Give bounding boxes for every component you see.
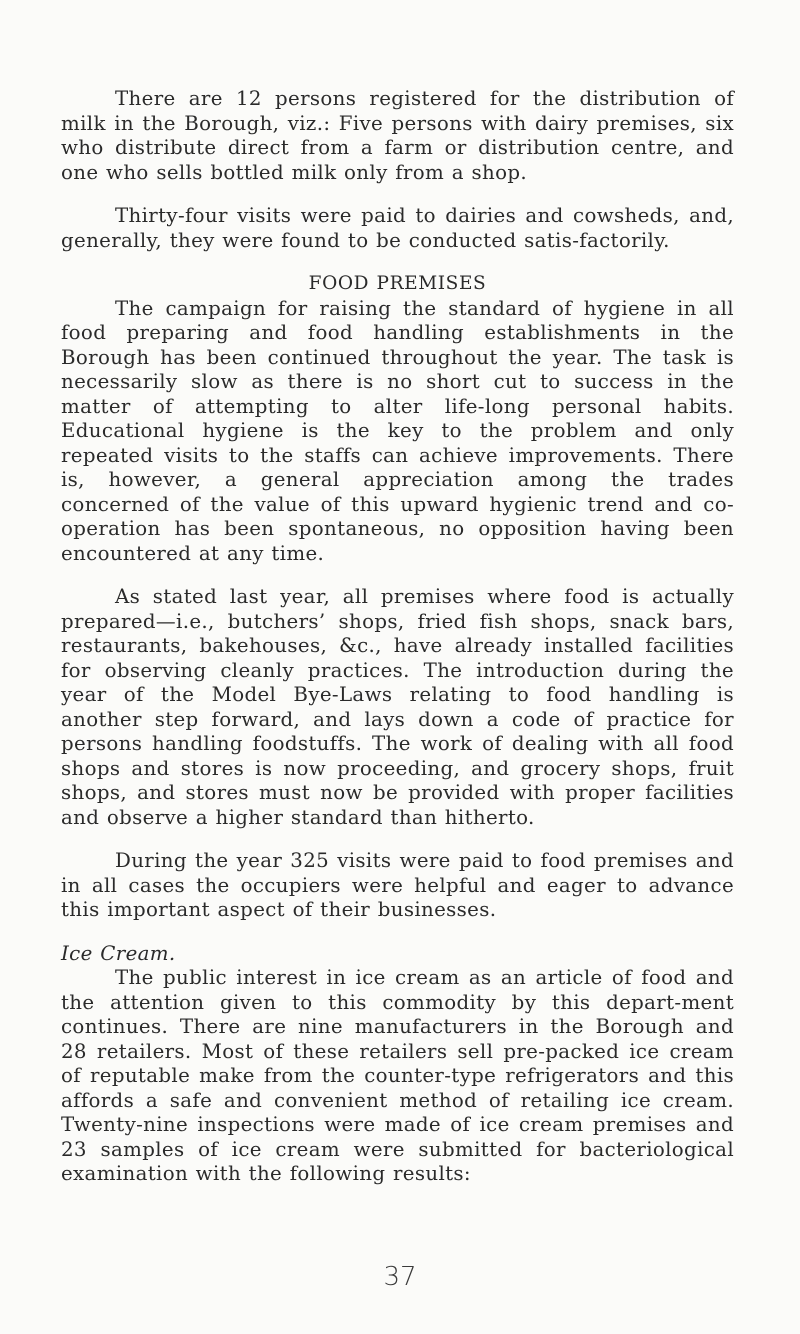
paragraph-ice-cream: The public interest in ice cream as an article of food and the attention given to this commodity by this depart-ment continues. There are nine manufacturers in the Borough and 28 retailers. Most of these retailers sell pre-packed ice cream of reputable make from the counter-type refrigerators and this affords a safe and convenient method of retailing ice cream. Twenty-nine inspections were made of ice cream premises and 23 samples of ice cream were submitted for bacteriological examination with the following results: xyxy=(61,966,734,1185)
paragraph-milk-distribution: There are 12 persons registered for the distribution of milk in the Borough, viz.: Five persons with dairy premises, six who distribute direct from a farm or distribution centre, and one who sells bottled milk only from a shop. xyxy=(61,87,734,184)
section-heading-food-premises: FOOD PREMISES xyxy=(308,273,487,294)
paragraph-dairy-visits: Thirty-four visits were paid to dairies and cowsheds, and, generally, they were found to be conducted satis-factorily. xyxy=(61,204,734,252)
paragraph-hygiene-campaign: The campaign for raising the standard of hygiene in all food preparing and food handling establishments in the Borough has been continued throughout the year. The task is necessarily slow as there is no short cut to success in the matter of attempting to alter life-long personal habits. Educational hygiene is the key to the problem and only repeated visits to the staffs can achieve improvements. There is, however, a general appreciation among the trades concerned of the value of this upward hygienic trend and co-operation has been spontaneous, no opposition having been encountered at any time. xyxy=(61,296,734,565)
page-number: 37 xyxy=(383,1262,417,1292)
paragraph-food-premises-visits: During the year 325 visits were paid to food premises and in all cases the occupiers were helpful and eager to advance this important aspect of their businesses. xyxy=(61,849,734,921)
subheading-ice-cream: Ice Cream. xyxy=(61,941,176,965)
body-text xyxy=(61,87,734,1187)
paragraph-premises-facilities: As stated last year, all premises where food is actually prepared—i.e., butchers’ shops, fried fish shops, snack bars, restaurants, bakehouses, &c., have already installed facilities for observing cleanly practices. The introduction during the year of the Model Bye-Laws relating to food handling is another step forward, and lays down a code of practice for persons handling foodstuffs. The work of dealing with all food shops and stores is now proceeding, and grocery shops, fruit shops, and stores must now be provided with proper facilities and observe a higher standard than hitherto. xyxy=(61,585,734,829)
